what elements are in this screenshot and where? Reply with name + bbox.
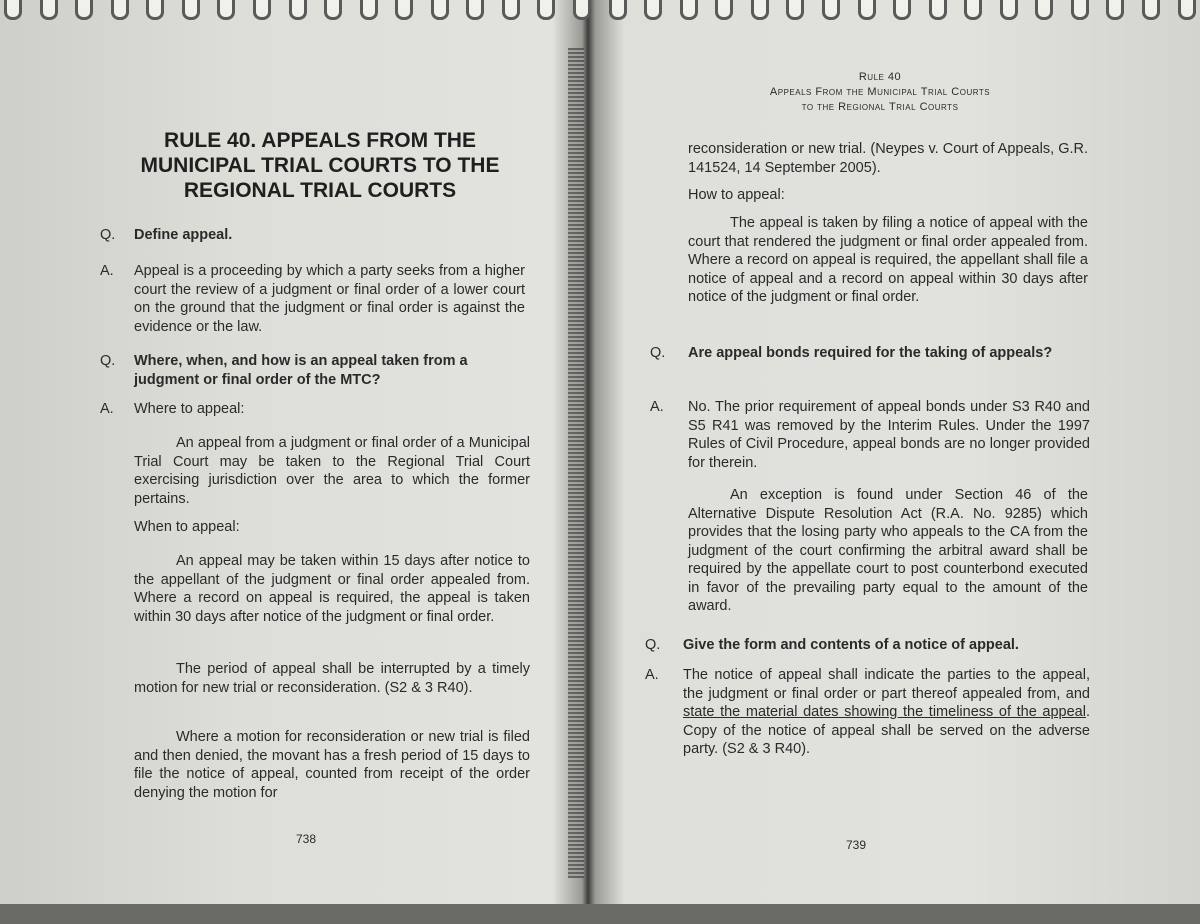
ring-icon: [4, 0, 22, 20]
paragraph-how-to-appeal: The appeal is taken by filing a notice of appeal with the court that rendered the judgment or final order appealed from. Where a record on appeal is required, the appellant shall file a notice of appeal and a record on appeal within 30 days after notice of the judgment or final order.: [688, 215, 1088, 305]
question-text: Are appeal bonds required for the taking of appeals?: [688, 345, 1053, 361]
ring-icon: [360, 0, 378, 20]
ring-icon: [40, 0, 58, 20]
ring-icon: [217, 0, 235, 20]
paragraph-neypes: reconsideration or new trial. (Neypes v. Court of Appeals, G.R. 141524, 14 September 2005).: [688, 141, 1088, 176]
ring-icon: [786, 0, 804, 20]
ring-icon: [1106, 0, 1124, 20]
header-rule: Rule 40: [858, 71, 902, 83]
ring-icon: [1000, 0, 1018, 20]
ring-icon: [680, 0, 698, 20]
ring-icon: [1035, 0, 1053, 20]
ring-icon: [111, 0, 129, 20]
ring-icon: [431, 0, 449, 20]
paragraph-when-to-appeal: An appeal may be taken within 15 days after notice to the appellant of the judgment or final order appealed from. Where a record on appeal is required, the appeal is taken within 30 days after notice of the judgment or final order.: [134, 553, 530, 625]
ring-icon: [1071, 0, 1089, 20]
question-label: Q.: [650, 345, 666, 361]
answer-label: A.: [100, 263, 114, 279]
answer-text-part-2: . Copy of the notice of appeal shall be served on the adverse party. (S2 & 3 R40).: [683, 704, 1090, 757]
paragraph-interruption: The period of appeal shall be interrupted by a timely motion for new trial or reconsideration. (S2 & 3 R40).: [134, 661, 530, 696]
book-gutter: [568, 48, 584, 878]
ring-icon: [644, 0, 662, 20]
question-label: Q.: [645, 637, 661, 653]
ring-icon: [573, 0, 591, 20]
paragraph-adr-exception: An exception is found under Section 46 of the Alternative Dispute Resolution Act (R.A. No. 9285) which provides that the losing party who appeals to the CA from the judgment of the court confirming the arbitral award shall be required by the appellate court to post counterbond executed in favor of the prevailing party equal to the amount of the award.: [688, 487, 1088, 614]
ring-icon: [146, 0, 164, 20]
question-text: Define appeal.: [134, 227, 233, 243]
chapter-title: RULE 40. APPEALS FROM THE MUNICIPAL TRIAL COURTS TO THE REGIONAL TRIAL COURTS: [140, 129, 500, 202]
header-line-2: to the Regional Trial Courts: [801, 101, 959, 113]
answer-label: A.: [650, 399, 664, 415]
ring-icon: [751, 0, 769, 20]
ring-icon: [822, 0, 840, 20]
ring-icon: [1178, 0, 1196, 20]
ring-icon: [502, 0, 520, 20]
ring-icon: [715, 0, 733, 20]
subheading-when-to-appeal: When to appeal:: [134, 519, 240, 535]
underlined-text: state the material dates showing the timeliness of the appeal: [683, 704, 1086, 720]
ring-icon: [253, 0, 271, 20]
answer-text: No. The prior requirement of appeal bonds under S3 R40 and S5 R41 was removed by the Interim Rules. Under the 1997 Rules of Civil Procedure, appeal bonds are no longer provided for therein.: [688, 399, 1090, 471]
ring-icon: [1142, 0, 1160, 20]
header-line-1: Appeals From the Municipal Trial Courts: [769, 86, 991, 98]
page-number: 738: [296, 832, 317, 846]
ring-icon: [929, 0, 947, 20]
question-label: Q.: [100, 227, 116, 243]
answer-text-part-1: The notice of appeal shall indicate the parties to the appeal, the judgment or final order or part thereof appealed from, and: [683, 667, 1090, 702]
spiral-binding: [0, 0, 1200, 22]
answer-label: A.: [645, 667, 659, 683]
ring-icon: [609, 0, 627, 20]
ring-icon: [324, 0, 342, 20]
subheading-how-to-appeal: How to appeal:: [688, 187, 785, 203]
answer-text: Appeal is a proceeding by which a party seeks from a higher court the review of a judgment or final order of a lower court on the ground that the judgment or final order is against the evidence or the law.: [134, 263, 525, 335]
ring-icon: [289, 0, 307, 20]
paragraph-fresh-period: Where a motion for reconsideration or new trial is filed and then denied, the movant has a fresh period of 15 days to file the notice of appeal, counted from receipt of the order denying the motion for: [134, 729, 530, 801]
answer-subheading: Where to appeal:: [134, 401, 245, 417]
answer-text: [683, 666, 1090, 759]
paragraph-where-to-appeal: An appeal from a judgment or final order of a Municipal Trial Court may be taken to the Regional Trial Court exercising jurisdiction over the area to which the former pertains.: [134, 435, 530, 507]
ring-icon: [537, 0, 555, 20]
ring-icon: [466, 0, 484, 20]
question-text: Where, when, and how is an appeal taken from a judgment or final order of the MTC?: [134, 353, 468, 388]
ring-icon: [75, 0, 93, 20]
ring-icon: [182, 0, 200, 20]
ring-icon: [395, 0, 413, 20]
ring-icon: [964, 0, 982, 20]
page-number: 739: [846, 838, 867, 852]
question-text: Give the form and contents of a notice of appeal.: [683, 637, 1019, 653]
ring-icon: [893, 0, 911, 20]
desk-edge: [0, 904, 1200, 924]
answer-appeal-bonds: [650, 398, 1090, 474]
answer-define-appeal: [100, 262, 525, 338]
answer-label: A.: [100, 401, 114, 417]
running-header: [700, 70, 1060, 115]
question-label: Q.: [100, 353, 116, 369]
ring-icon: [858, 0, 876, 20]
